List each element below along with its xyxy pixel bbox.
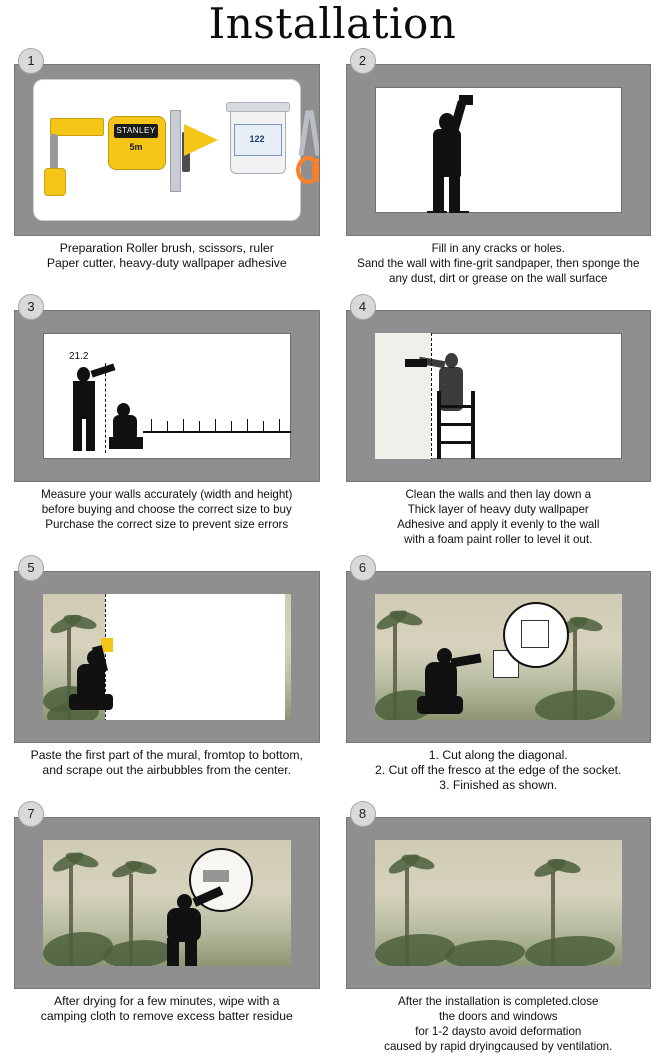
ladder-step — [437, 405, 475, 408]
ladder-step — [437, 423, 475, 426]
worker-silhouette-shoe — [449, 211, 469, 213]
scraper-icon — [184, 124, 218, 156]
step-4-caption — [336, 482, 662, 555]
tape-length-label: 5m — [129, 142, 143, 152]
step-number-badge: 8 — [350, 801, 376, 827]
step-number-badge: 6 — [350, 555, 376, 581]
wall-surface — [375, 333, 623, 459]
caption-line: and scrape out the airbubbles from the center. — [42, 763, 292, 777]
caption-line: Sand the wall with fine-grit sandpaper, then sponge the — [357, 257, 640, 270]
wall-surface — [43, 594, 291, 720]
adhesive-bucket-lid — [226, 102, 290, 112]
tape-tick — [215, 419, 216, 431]
caption-line: Measure your walls accurately (width and height) — [41, 488, 293, 501]
caption-line: camping cloth to remove excess batter residue — [40, 1009, 293, 1023]
tape-tick — [151, 419, 152, 431]
paint-roller-grip — [44, 168, 66, 196]
wall-edge-dashed-line — [431, 333, 432, 459]
horizontal-tape-line — [143, 431, 291, 433]
step-5 — [4, 555, 330, 801]
caption-line: Paste the first part of the mural, fromtop to bottom, — [30, 748, 303, 762]
kneeling-installer-leg — [69, 694, 113, 710]
caption-line: Fill in any cracks or holes. — [431, 242, 565, 255]
step-3-illustration — [14, 310, 320, 482]
unpasted-wall-area — [105, 594, 285, 720]
painted-wall-patch — [375, 333, 431, 459]
step-6 — [336, 555, 662, 801]
caption-line: Purchase the correct size to prevent size errors — [45, 518, 289, 531]
vertical-measure-line — [105, 363, 106, 453]
wiping-installer-leg — [185, 938, 197, 966]
paint-roller-icon — [50, 118, 104, 136]
step-4-illustration — [346, 310, 652, 482]
wiping-cloth — [203, 870, 229, 882]
standing-worker-leg — [86, 417, 95, 451]
wiping-installer-leg — [167, 938, 179, 966]
tape-tick — [247, 419, 248, 431]
caption-line: caused by rapid dryingcaused by ventilation. — [384, 1040, 613, 1053]
caption-line: Clean the walls and then lay down a — [405, 488, 592, 501]
caption-line: Preparation Roller brush, scissors, ruler — [59, 241, 274, 255]
step-1-caption — [4, 236, 330, 279]
standing-worker-body — [73, 381, 95, 419]
wall-surface — [43, 333, 291, 459]
steps-grid — [0, 48, 665, 1062]
step-2 — [336, 48, 662, 294]
tape-tick — [167, 421, 168, 431]
step-1-illustration — [14, 64, 320, 236]
step-number-badge: 7 — [18, 801, 44, 827]
step-5-illustration — [14, 571, 320, 743]
caption-line: 3. Finished as shown. — [439, 778, 558, 792]
caption-line: After the installation is completed.close — [398, 995, 599, 1008]
zoom-socket-detail — [521, 620, 549, 648]
wiping-installer-body — [167, 908, 201, 942]
standing-worker-head — [77, 367, 90, 382]
worker-silhouette-tool — [459, 95, 473, 105]
ruler-icon — [170, 110, 181, 192]
step-3 — [4, 294, 330, 555]
step-7 — [4, 801, 330, 1062]
caption-line: 1. Cut along the diagonal. — [428, 748, 568, 762]
standing-worker-arm — [91, 363, 116, 377]
caption-line: After drying for a few minutes, wipe with a — [53, 994, 280, 1008]
step-number-badge: 2 — [350, 48, 376, 74]
step-2-illustration — [346, 64, 652, 236]
caption-line: with a foam paint roller to level it out. — [404, 533, 593, 546]
ladder-step — [437, 441, 475, 444]
caption-line: Adhesive and apply it evenly to the wall — [397, 518, 600, 531]
cutting-installer-leg — [417, 696, 463, 714]
scissors-blade-right — [308, 110, 319, 156]
step-4 — [336, 294, 662, 555]
wall-surface — [43, 840, 291, 966]
step-number-badge: 1 — [18, 48, 44, 74]
wall-surface — [375, 594, 623, 720]
measurement-label: 21.2 — [69, 351, 89, 362]
kneeling-worker-leg — [109, 437, 143, 449]
step-number-badge: 4 — [350, 294, 376, 320]
tape-tick — [199, 421, 200, 431]
step-7-caption — [4, 989, 330, 1032]
step-6-caption — [336, 743, 662, 801]
worker-silhouette-shoe — [427, 211, 447, 213]
step-number-badge: 3 — [18, 294, 44, 320]
worker-silhouette-leg-left — [433, 175, 444, 213]
step-3-caption — [4, 482, 330, 540]
step-6-illustration — [346, 571, 652, 743]
step-number-badge: 5 — [18, 555, 44, 581]
ladder-worker-head — [445, 353, 458, 368]
adhesive-bucket-number: 122 — [249, 134, 265, 144]
standing-worker-leg — [73, 417, 82, 451]
wall-surface — [375, 840, 623, 966]
tape-tick — [279, 419, 280, 431]
caption-line: for 1-2 daysto avoid deformation — [415, 1025, 582, 1038]
step-8 — [336, 801, 662, 1062]
step-8-illustration — [346, 817, 652, 989]
caption-line: before buying and choose the correct size to buy — [41, 503, 292, 516]
caption-line: the doors and windows — [438, 1010, 558, 1023]
tape-brand-label: STANLEY — [114, 124, 158, 138]
caption-line: Paper cutter, heavy-duty wallpaper adhesive — [46, 256, 287, 270]
tools-panel — [33, 79, 301, 221]
worker-silhouette-leg-right — [449, 175, 460, 213]
caption-line: 2. Cut off the fresco at the edge of the socket. — [375, 763, 622, 777]
page-title: Installation — [208, 0, 457, 48]
caption-line: Thick layer of heavy duty wallpaper — [407, 503, 589, 516]
worker-silhouette-body — [433, 129, 461, 177]
step-5-caption — [4, 743, 330, 786]
tape-tick — [231, 421, 232, 431]
step-8-caption — [336, 989, 662, 1062]
step-7-illustration — [14, 817, 320, 989]
step-2-caption — [336, 236, 662, 294]
step-1 — [4, 48, 330, 294]
tape-tick — [183, 419, 184, 431]
caption-line: any dust, dirt or grease on the wall surface — [389, 272, 608, 285]
tape-tick — [263, 421, 264, 431]
wall-surface — [375, 87, 623, 213]
